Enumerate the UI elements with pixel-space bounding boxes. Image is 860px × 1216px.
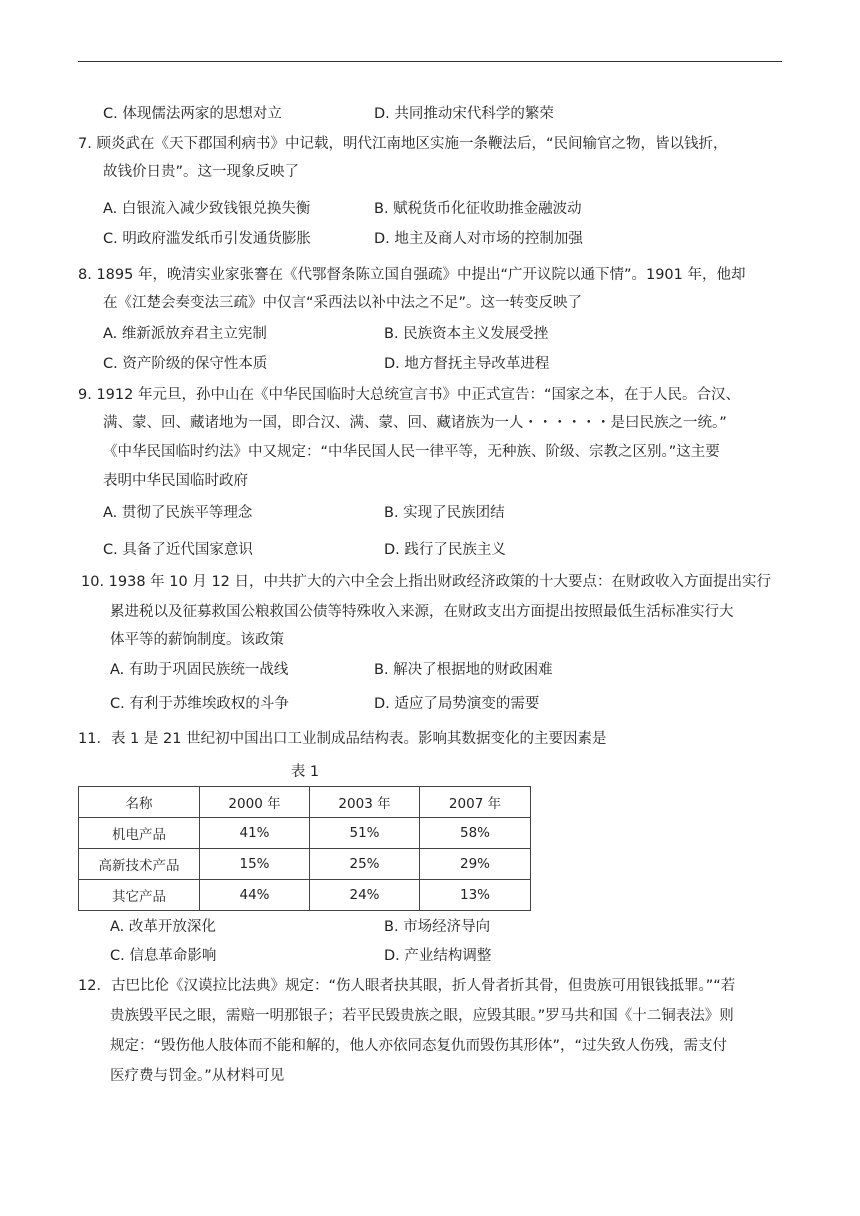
q9-option-d[interactable]: D. 践行了民族主义 <box>384 542 506 558</box>
q9-option-b[interactable]: B. 实现了民族团结 <box>384 505 505 521</box>
q9-stem-line1: 9. 1912 年元旦，孙中山在《中华民国临时大总统宣言书》中正式宣告：“国家之本，在于人民。合汉、 <box>78 387 740 403</box>
q6-option-c[interactable]: C. 体现儒法两家的思想对立 <box>103 106 282 122</box>
table-cell: 15% <box>200 849 310 880</box>
table-header-cell: 2007 年 <box>420 787 531 818</box>
table-header-cell: 2000 年 <box>200 787 310 818</box>
q12-stem-line1: 12．古巴比伦《汉谟拉比法典》规定：“伤人眼者抉其眼，折人骨者折其骨，但贵族可用银钱抵罪。”“若 <box>78 978 736 994</box>
q8-option-a[interactable]: A. 维新派放弃君主立宪制 <box>103 326 267 342</box>
table-cell: 29% <box>420 849 531 880</box>
table-cell: 44% <box>200 880 310 911</box>
table-header-cell: 名称 <box>79 787 200 818</box>
q7-stem-line1: 7. 顾炎武在《天下郡国利病书》中记载，明代江南地区实施一条鞭法后，“民间输官之物，皆以钱折， <box>78 136 728 152</box>
q10-option-c[interactable]: C. 有利于苏维埃政权的斗争 <box>110 696 289 712</box>
q10-option-b[interactable]: B. 解决了根据地的财政困难 <box>374 662 553 678</box>
table-header-row <box>79 787 531 818</box>
q10-option-a[interactable]: A. 有助于巩固民族统一战线 <box>110 662 289 678</box>
table-row <box>79 818 531 849</box>
q11-stem: 11．表 1 是 21 世纪初中国出口工业制成品结构表。影响其数据变化的主要因素是 <box>78 731 607 747</box>
q12-stem-line4: 医疗费与罚金。”从材料可见 <box>110 1068 285 1084</box>
table-row <box>79 880 531 911</box>
table-header-cell: 2003 年 <box>310 787 420 818</box>
table-cell: 24% <box>310 880 420 911</box>
q8-stem-line2: 在《江楚会奏变法三疏》中仅言“采西法以补中法之不足”。这一转变反映了 <box>103 295 583 311</box>
q9-stem-line2: 满、蒙、回、藏诸地为一国，即合汉、满、蒙、回、藏诸族为一人・・・・・・是曰民族之一统。” <box>103 415 727 431</box>
q8-stem-line1: 8. 1895 年，晚清实业家张謇在《代鄂督条陈立国自强疏》中提出“广开议院以通下情”。1901 年，他却 <box>78 267 746 283</box>
q7-stem-line2: 故钱价日贵”。这一现象反映了 <box>103 164 300 180</box>
q10-stem-line3: 体平等的薪饷制度。该政策 <box>110 632 284 648</box>
q11-option-a[interactable]: A. 改革开放深化 <box>110 919 216 935</box>
q10-option-d[interactable]: D. 适应了局势演变的需要 <box>374 696 540 712</box>
header-rule <box>78 61 782 62</box>
q9-option-a[interactable]: A. 贯彻了民族平等理念 <box>103 505 253 521</box>
q8-option-d[interactable]: D. 地方督抚主导改革进程 <box>384 356 550 372</box>
q12-stem-line3: 规定：“毁伤他人肢体而不能和解的，他人亦依同态复仇而毁伤其形体”，“过失致人伤残，需支付 <box>110 1038 728 1054</box>
table-cell: 41% <box>200 818 310 849</box>
q7-option-c[interactable]: C. 明政府滥发纸币引发通货膨胀 <box>103 231 311 247</box>
q8-option-c[interactable]: C. 资产阶级的保守性本质 <box>103 356 268 372</box>
q7-option-d[interactable]: D. 地主及商人对市场的控制加强 <box>374 231 583 247</box>
q7-option-b[interactable]: B. 赋税货币化征收助推金融波动 <box>374 201 582 217</box>
q7-option-a[interactable]: A. 白银流入减少致钱银兑换失衡 <box>103 201 311 217</box>
q9-stem-line4: 表明中华民国临时政府 <box>103 473 248 489</box>
table-caption: 表 1 <box>290 764 320 780</box>
table-row <box>79 849 531 880</box>
q11-option-d[interactable]: D. 产业结构调整 <box>384 948 492 964</box>
table-cell: 其它产品 <box>79 880 200 911</box>
q9-stem-line3: 《中华民国临时约法》中又规定：“中华民国人民一律平等，无种族、阶级、宗教之区别。”这主要 <box>103 444 720 460</box>
q10-stem-line1: 10. 1938 年 10 月 12 日，中共扩大的六中全会上指出财政经济政策的十大要点：在财政收入方面提出实行 <box>81 574 772 590</box>
q12-stem-line2: 贵族毁平民之眼，需赔一明那银子；若平民毁贵族之眼，应毁其眼。”罗马共和国《十二铜表法》则 <box>110 1008 734 1024</box>
table-cell: 51% <box>310 818 420 849</box>
q8-option-b[interactable]: B. 民族资本主义发展受挫 <box>384 326 549 342</box>
table-cell: 机电产品 <box>79 818 200 849</box>
q6-option-d[interactable]: D. 共同推动宋代科学的繁荣 <box>374 106 554 122</box>
q10-stem-line2: 累进税以及征募救国公粮救国公债等特殊收入来源，在财政支出方面提出按照最低生活标准实行大 <box>110 604 734 620</box>
table-cell: 58% <box>420 818 531 849</box>
q11-option-b[interactable]: B. 市场经济导向 <box>384 919 491 935</box>
table-cell: 高新技术产品 <box>79 849 200 880</box>
table-cell: 25% <box>310 849 420 880</box>
q11-option-c[interactable]: C. 信息革命影响 <box>110 948 217 964</box>
q9-option-c[interactable]: C. 具备了近代国家意识 <box>103 542 253 558</box>
export-structure-table <box>78 786 531 911</box>
table-cell: 13% <box>420 880 531 911</box>
